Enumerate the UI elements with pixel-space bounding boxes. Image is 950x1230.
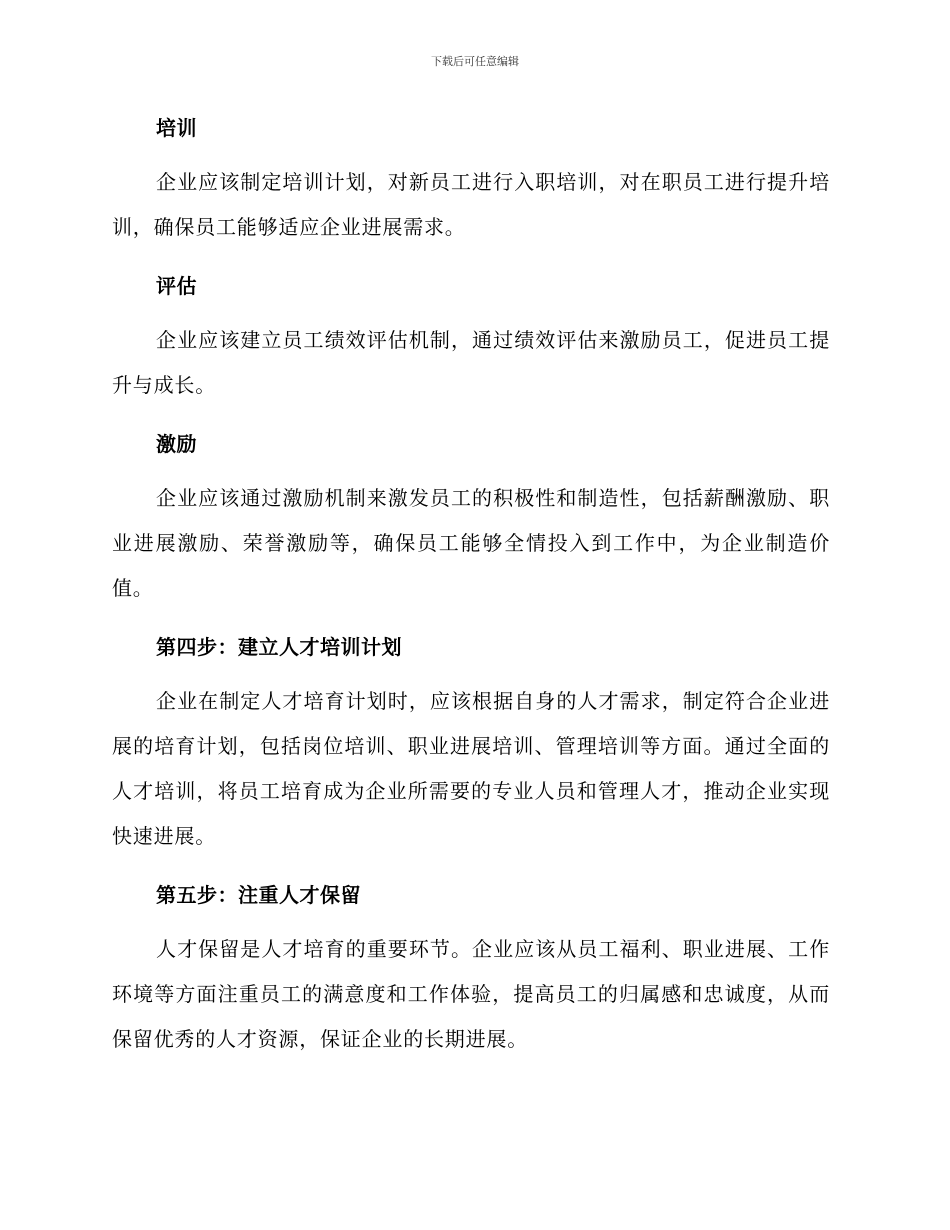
- section-paragraph-step-five: 人才保留是人才培育的重要环节。企业应该从员工福利、职业进展、工作环境等方面注重员工的满意度和工作体验，提高员工的归属感和忠诚度，从而保留优秀的人才资源，保证企业的长期进展。: [112, 937, 830, 1051]
- section-heading-evaluation: 评估: [156, 274, 197, 298]
- section-heading-incentive: 激励: [156, 432, 197, 456]
- section-paragraph-incentive: 企业应该通过激励机制来激发员工的积极性和制造性，包括薪酬激励、职业进展激励、荣誉激励等，确保员工能够全情投入到工作中，为企业制造价值。: [112, 486, 830, 600]
- section-paragraph-evaluation: 企业应该建立员工绩效评估机制，通过绩效评估来激励员工，促进员工提升与成长。: [112, 328, 830, 397]
- section-heading-step-five: 第五步：注重人才保留: [156, 883, 361, 907]
- section-paragraph-step-four: 企业在制定人才培育计划时，应该根据自身的人才需求，制定符合企业进展的培育计划，包括岗位培训、职业进展培训、管理培训等方面。通过全面的人才培训，将员工培育成为企业所需要的专业人员和管理人才，推动企业实现快速进展。: [112, 689, 830, 848]
- section-heading-training: 培训: [156, 116, 197, 140]
- document-body: [112, 110, 830, 1062]
- page-header-note: 下载后可任意编辑: [431, 55, 519, 68]
- section-paragraph-training: 企业应该制定培训计划，对新员工进行入职培训，对在职员工进行提升培训，确保员工能够适应企业进展需求。: [112, 170, 830, 239]
- section-heading-step-four: 第四步：建立人才培训计划: [156, 635, 402, 659]
